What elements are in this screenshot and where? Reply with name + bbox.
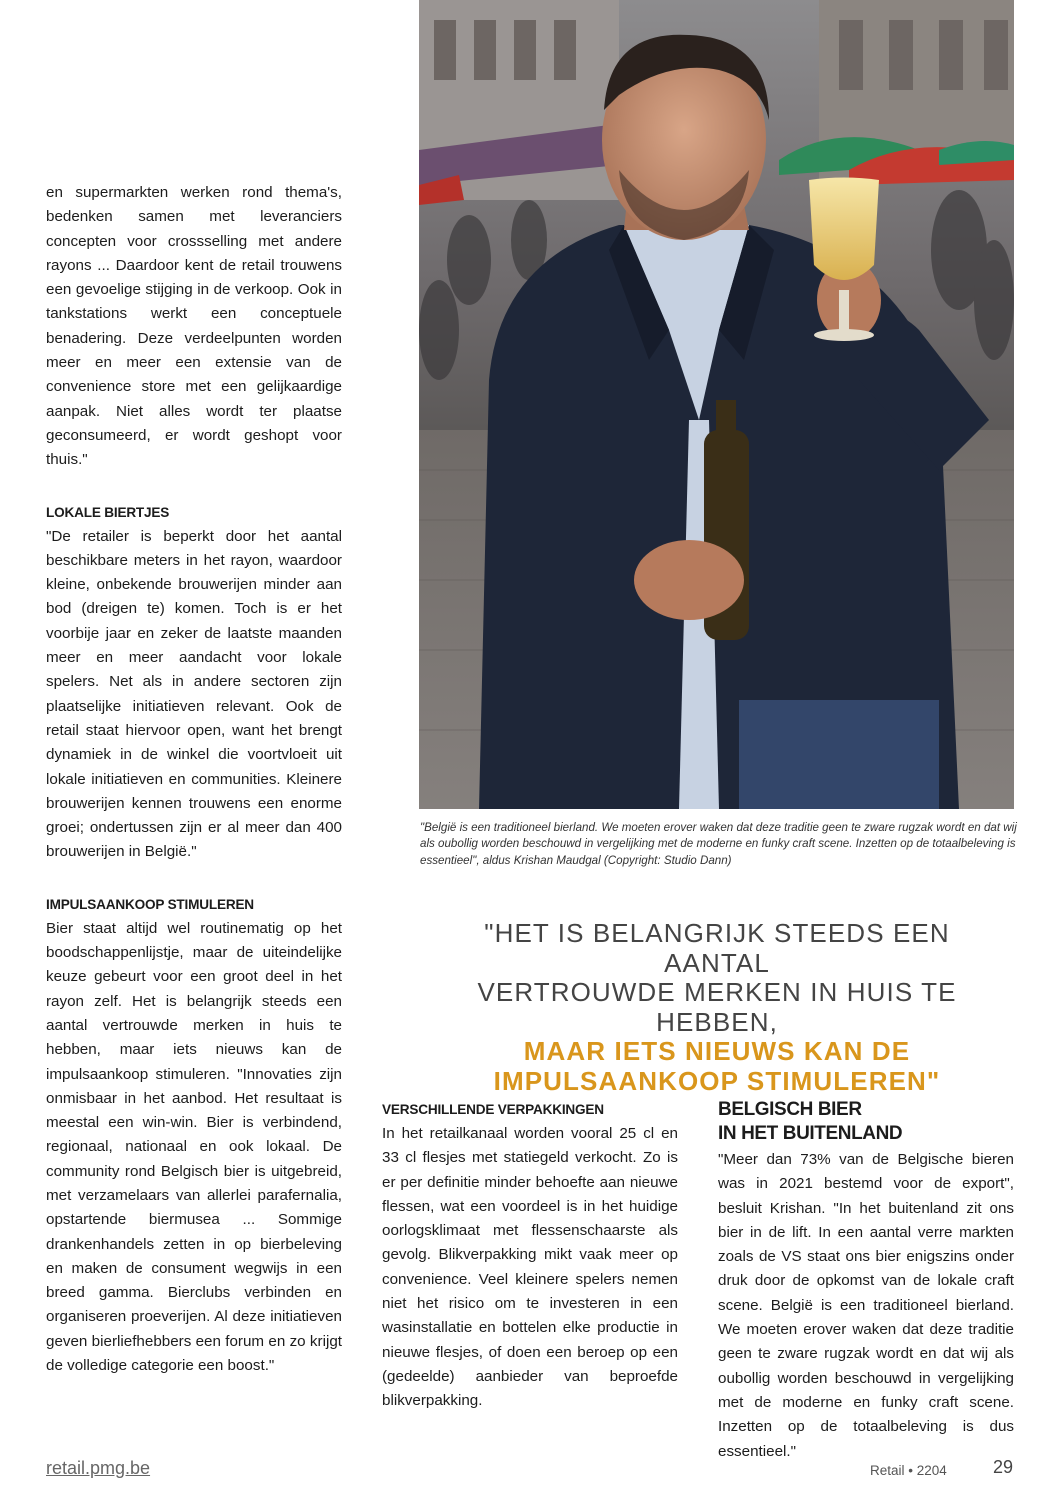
photo-caption: "België is een traditioneel bierland. We moeten erover waken dat deze traditie geen te zware rugzak wordt en dat wij als oubollig worden beschouwd in vergelijking met de moderne en funky craft scene. Inzetten op de totaalbeleving is essentieel", aldus Krishan Maudgal (Copyright: Studio Dann) xyxy=(420,821,1017,867)
heading-impulsaankoop: IMPULSAANKOOP STIMULEREN xyxy=(46,896,254,912)
heading-belgisch-bier-line-2: IN HET BUITENLAND xyxy=(718,1123,903,1144)
pull-quote-part-accent xyxy=(432,1037,1002,1096)
heading-belgisch-bier xyxy=(718,1098,1014,1146)
portrait-photo-illustration xyxy=(419,0,1014,809)
pull-quote-line-3: MAAR IETS NIEUWS KAN DE xyxy=(523,1036,911,1066)
portrait-photo xyxy=(419,0,1014,809)
pull-quote-line-2: VERTROUWDE MERKEN IN HUIS TE HEBBEN, xyxy=(477,977,957,1037)
paragraph-impulsaankoop: Bier staat altijd wel routinematig op het boodschappenlijstje, maar de uiteindelijke keuze gebeurt voor een groot deel in het rayon zelf. Het is belangrijk steeds een aantal vertrouwde merken in huis te hebben, maar iets nieuws kan de impulsaankoop stimuleren. "Innovaties zijn onmisbaar in het aanbod. Het resultaat is meestal een win-win. Bier is verbindend, regionaal, nationaal en ook lokaal. De community rond Belgisch bier is uitgebreid, met verzamelaars van allerlei parafernalia, opstartende biermusea ... Sommige drankenhandels zetten in op bierbeleving en maken de consument wegwijs in een breed gamma. Bierclubs verbinden en organiseren proeverijen. Al deze initiatieven geven bierliefhebbers een forum en zo krijgt de volledige categorie een boost." xyxy=(46,919,342,1375)
pull-quote-part-gray xyxy=(477,918,956,1037)
column-right xyxy=(718,1098,1014,1464)
footer-website-link[interactable]: retail.pmg.be xyxy=(46,1458,151,1478)
heading-belgisch-bier-line-1: BELGISCH BIER xyxy=(718,1099,862,1120)
column-middle xyxy=(382,1098,678,1414)
paragraph-lokale-biertjes: "De retailer is beperkt door het aantal beschikbare meters in het rayon, waardoor kleine, onbekende brouwerijen minder aan bod (dreigen te) komen. Toch is er het voorbije jaar en zeker de laatste maanden meer en meer aandacht voor lokale spelers. Net als in andere sectoren zijn plaatselijke initiatieven relevant. Ook de retail staat hiervoor open, want het brengt dynamiek in de winkel die voortvloeit uit lokale initiatieven en communities. Kleinere brouwerijen kennen trouwens een enorme groei; ondertussen zijn er al meer dan 400 brouwerijen in België." xyxy=(46,527,342,861)
page-number: 29 xyxy=(993,1457,1014,1477)
pull-quote-line-4: IMPULSAANKOOP STIMULEREN" xyxy=(493,1065,941,1096)
intro-paragraph: en supermarkten werken rond thema's, bedenken samen met leveranciers concepten voor crossselling met andere rayons ... Daardoor kent de retail trouwens een gevoelige stijging in de verkoop. Ook in tankstations werkt een conceptuele benadering. Deze verdeelpunten worden meer en meer een extensie van de convenience store met een gelijkaardige aanpak. Niet alles wordt ter plaatse geconsumeerd, er wordt geshopt voor thuis." xyxy=(46,184,342,469)
column-left xyxy=(46,181,342,1378)
paragraph-belgisch-bier: "Meer dan 73% van de Belgische bieren was in 2021 bestemd voor de export", besluit Krishan. "In het buitenland zit ons bier in de lift. In een aantal verre markten zoals de VS staat ons bier enigszins onder druk door de opkomst van de lokale craft scene. België is een traditioneel bierland. We moeten erover waken dat deze traditie geen te zware rugzak wordt en dat wij als oubollig worden beschouwd in vergelijking met de moderne en funky craft scene. Inzetten op de totaalbeleving is dus essentieel." xyxy=(718,1151,1014,1460)
footer-issue: Retail • 2204 xyxy=(870,1463,947,1478)
pull-quote-line-1: "HET IS BELANGRIJK STEEDS EEN AANTAL xyxy=(484,918,950,978)
paragraph-verpakkingen: In het retailkanaal worden vooral 25 cl en 33 cl flesjes met statiegeld verkocht. Zo is er per definitie minder behoefte aan nieuwe flessen, wat een voordeel is in het huidige oorlogsklimaat met flessenschaarste als gevolg. Blikverpakking mikt vaak meer op convenience. Veel kleinere spelers nemen niet het risico om te investeren in een wasinstallatie en bottelen elke productie in nieuwe flesjes, of doen een beroep op een (gedeelde) aanbieder van beproefde blikverpakking. xyxy=(382,1125,678,1410)
pull-quote xyxy=(432,919,1002,1096)
heading-verpakkingen: VERSCHILLENDE VERPAKKINGEN xyxy=(382,1102,604,1117)
heading-lokale-biertjes: LOKALE BIERTJES xyxy=(46,504,170,520)
